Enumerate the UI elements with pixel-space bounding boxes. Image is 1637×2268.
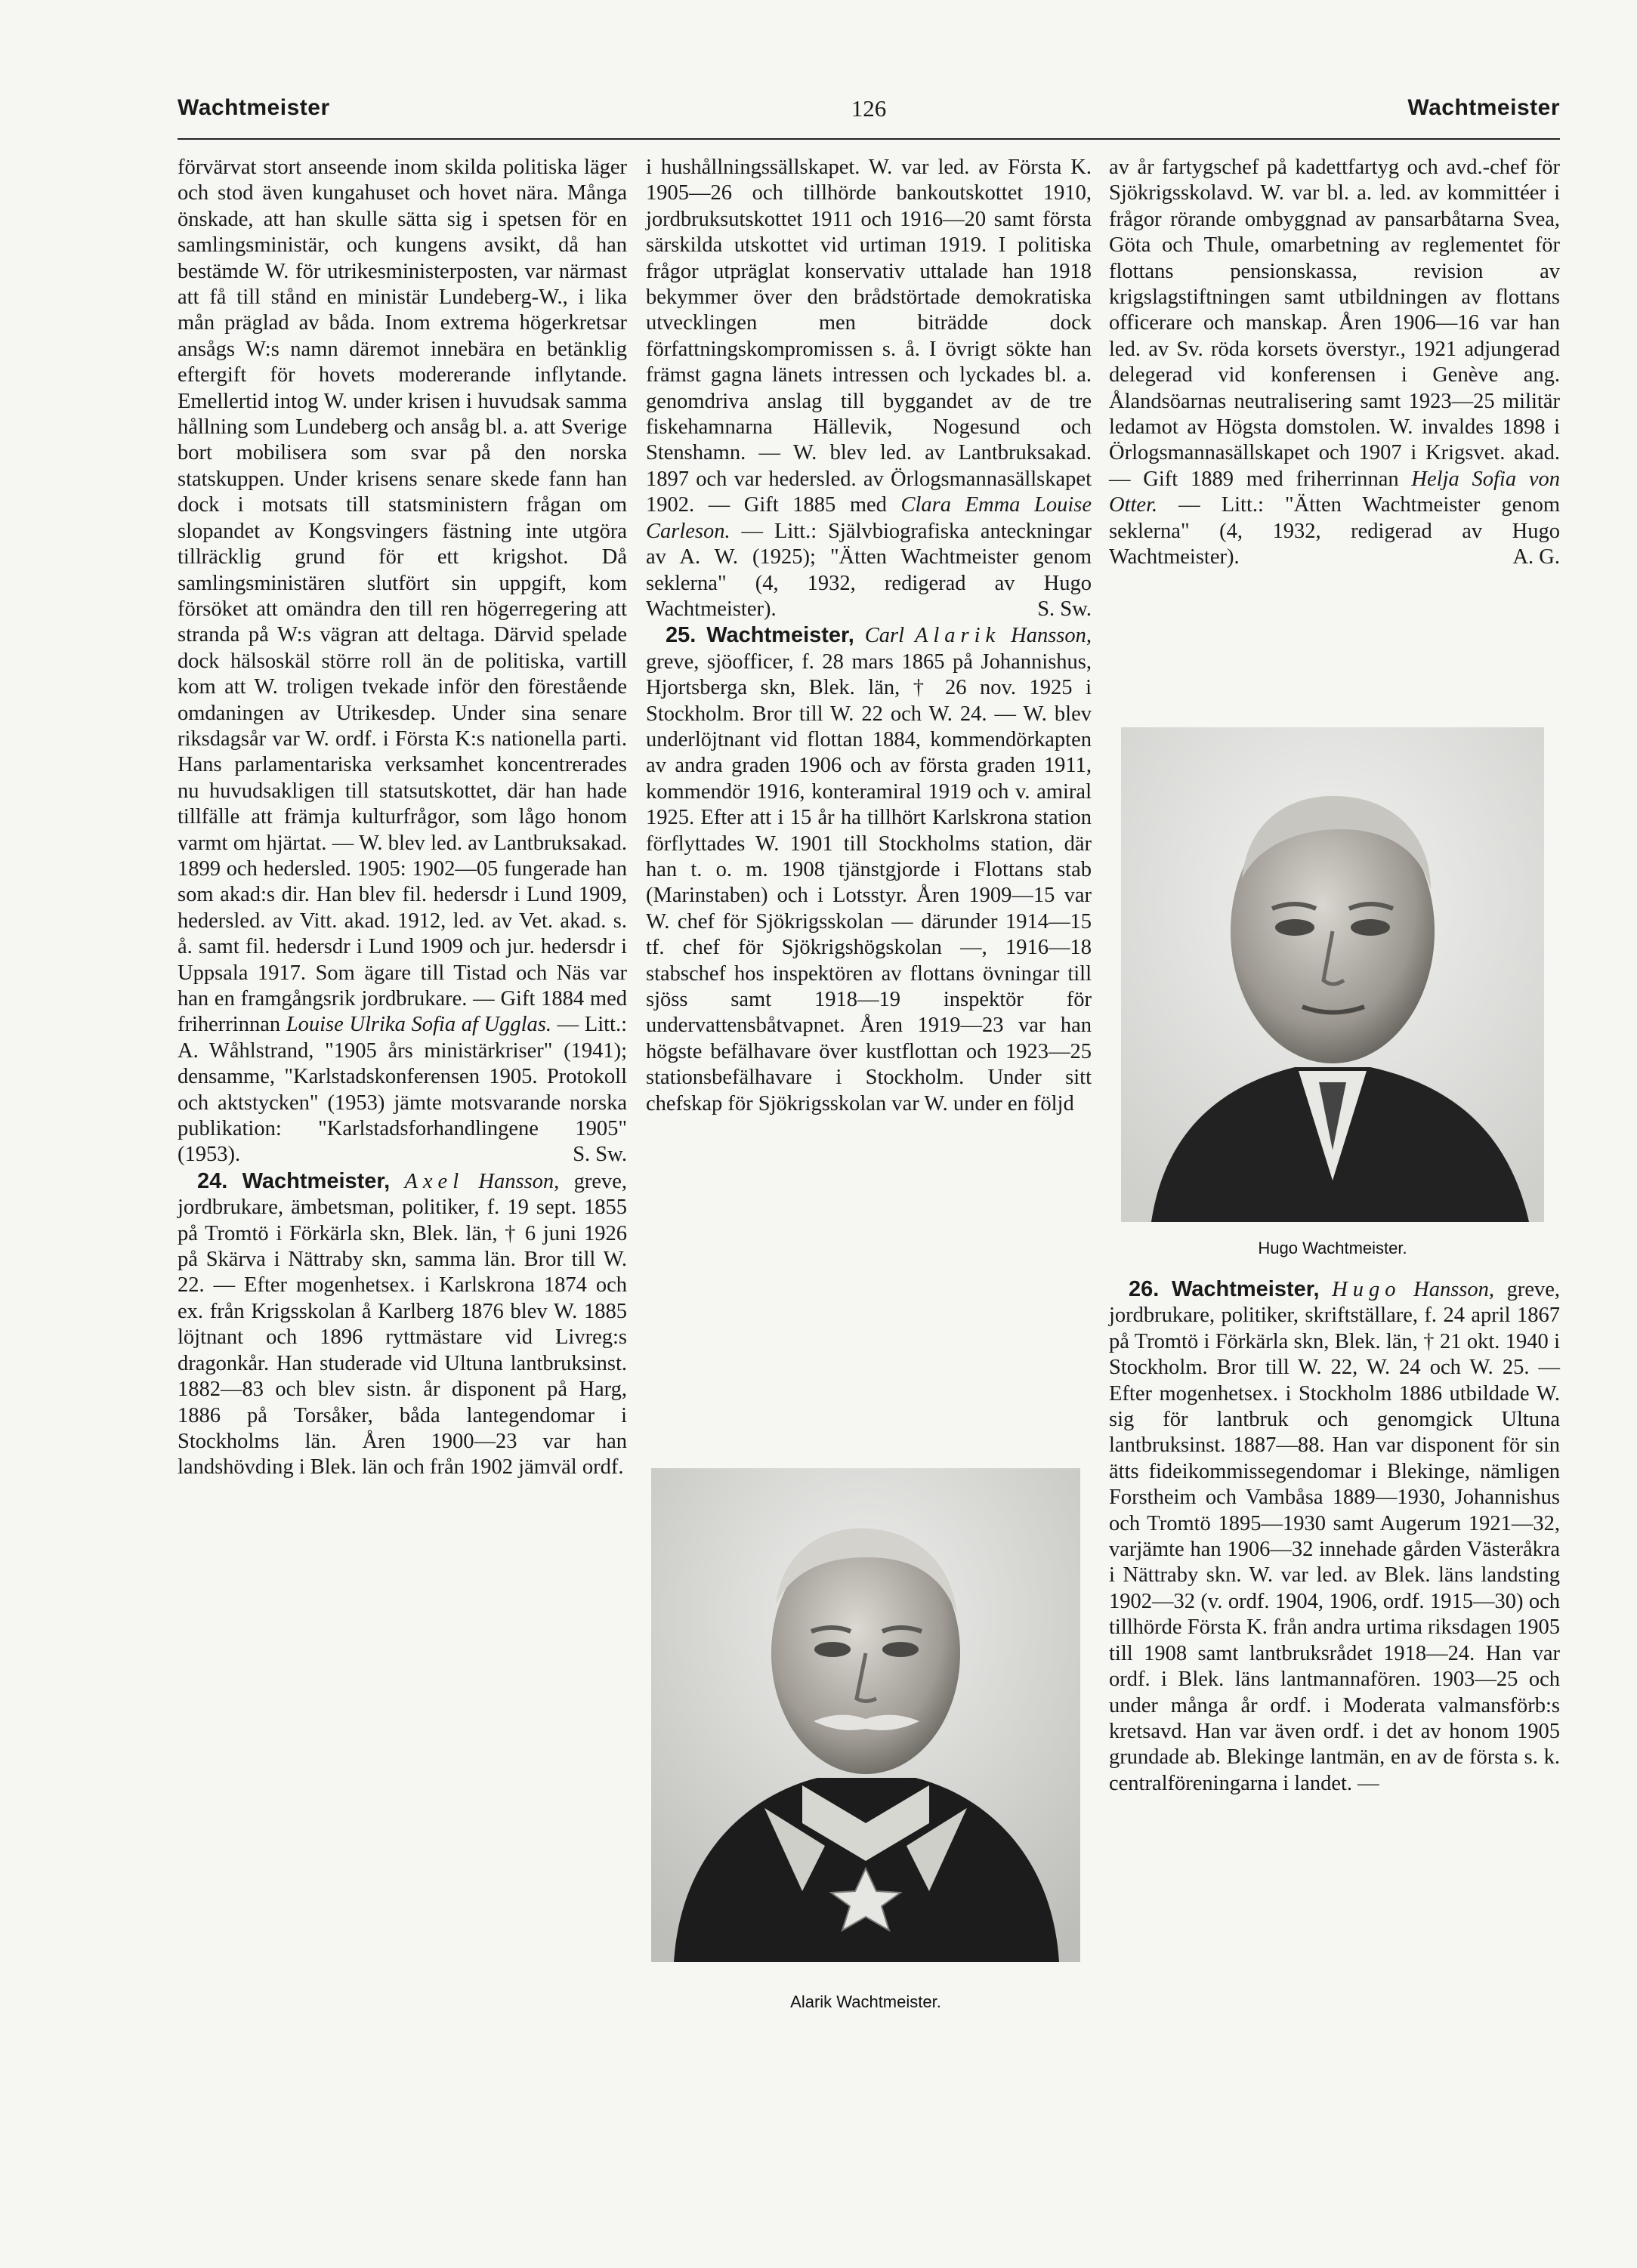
caption-hugo: Hugo Wachtmeister. (1258, 1239, 1407, 1257)
portrait-hugo-wachtmeister (1121, 727, 1544, 1222)
running-header (178, 95, 1560, 137)
entry-25 (646, 622, 1092, 1117)
entry-25-given-name: Carl (864, 624, 905, 648)
portrait-alarik-image (651, 1468, 1080, 1962)
caption-alarik: Alarik Wachtmeister. (790, 1992, 941, 2011)
entry-26-patronym: Hansson, (1413, 1278, 1494, 1301)
col2-signature: S. Sw. (1037, 597, 1092, 621)
entry-26-text: greve, jordbrukare, politiker, skriftställare, f. 24 april 1867 på Tromtö i Förkärla skn, Blek. län, † 21 okt. 1940 i Stockholm. Bror till W. 22, W. 24 och W. 25. — Efter mogenhetsex. i Stockholm 1886 utbildade W. sig för lantbruk och genomgick Ultuna lantbruksinst. 1887—88. Han var disponent för sin ätts fideikommissegendomar i Blekinge, nämligen Forstheim och Vambåsa 1889—1930, Johannishus och Tromtö 1895—1930 samt Augerum 1921—32, varjämte han 1906—32 innehade gården Västeråkra i Nättraby skn. W. var led. av Blek. läns landsting 1902—32 (v. ordf. 1904, 1906, ordf. 1915—30) och tillhörde Första K. från andra urtima riksdagen 1905 till 1908 samt lantbruksrådet 1918—24. Han var ordf. i Blek. läns lantmannafören. 1903—25 och under många år ordf. i Moderata valmansförb:s kretsavd. Han var även ordf. i det av honom 1905 grundade ab. Blekinge lantmän, en av de första s. k. centralföreningarna i landet. — (1109, 1278, 1561, 1795)
entry-24-number: 24. (197, 1168, 228, 1193)
entry-25-called-name: Alarik (914, 624, 1001, 648)
entry-25-text: greve, sjöofficer, f. 28 mars 1865 på Johannishus, Hjortsberga skn, Blek. län, † 26 nov. 1925 i Stockholm. Bror till W. 22 och W. 24. — W. blev underlöjtnant vid flottan 1884, kommendörkapten av andra graden 1906 och av första graden 1911, kommendör 1916, konteramiral 1919 och v. amiral 1925. Efter att i 15 år ha tillhört Karlskrona station förflyttades W. 1901 till Stockholms station, där han t. o. m. 1908 tjänstgjorde i Flottans stab (Marinstaben) och i Lotsstyr. Åren 1909—15 var W. chef för Sjökrigsskolan — därunder 1914—15 tf. chef för Sjökrigshögskolan —, 1916—18 stabschef hos inspektören av flottans övningar till sjöss samt 1918—19 inspektör för undervattensbåtvapnet. Åren 1919—23 var han högste befälhavare över kustflottan och 1923—25 stationsbefälhavare i Stockholm. Under sitt chefskap för Sjökrigsskolan var W. under en följd (646, 650, 1092, 1115)
entry-26-given-name: Hugo (1332, 1278, 1401, 1301)
entry-24 (178, 1168, 627, 1481)
header-right-name: Wachtmeister (1407, 95, 1560, 120)
col2-paragraph (646, 155, 1092, 622)
entry-26 (1109, 1276, 1560, 1797)
entry-26-surname: Wachtmeister, (1171, 1277, 1320, 1301)
column-1 (178, 155, 627, 2058)
col2-text: i hushållningssällskapet. W. var led. av Första K. 1905—26 och tillhörde bankoutskottet 1910, jordbruksutskottet 1911 och 1916—20 samt första särskilda utskottet vid urtiman 1919. I politiska frågor utpräglat konservativ uttalade han 1918 bekymmer över den brådstörtade demokratiska utvecklingen men biträdde dock författningskompromissen s. å. I övrigt sökte han främst gagna länets intressen och lyckades bl. a. genomdriva anslag till byggandet av de tre fiskehamnarna Hällevik, Nogesund och Stenshamn. — W. blev led. av Lantbruksakad. 1897 och var hedersled. av Örlogsmannasällskapet 1902. — Gift 1885 med (646, 156, 1092, 517)
entry-25-patronym: Hansson, (1011, 624, 1092, 648)
entry-25-number: 25. (666, 623, 696, 648)
col3-signature: A. G. (1512, 545, 1560, 569)
col1-literature: — Litt.: A. Wåhlstrand, "1905 års ministärkriser" (1941); densamme, "Karlstadskonferensen 1905. Protokoll och aktstycken" (1953) jämte motsvarande norska publikation: "Karlstadsforhandlingene 1905" (1953). (178, 1013, 628, 1167)
col1-paragraph (178, 155, 627, 1168)
header-rule (178, 138, 1560, 140)
col3-text: av år fartygschef på kadettfartyg och avd.-chef för Sjökrigsskolavd. W. var bl. a. led. av kommittéer i frågor rörande ombyggnad av pansarbåtarna Svea, Göta och Thule, omarbetning av reglementet för flottans pensionskassa, revision av krigslagstiftningen samt utbildningen av flottans officerare och manskap. Åren 1906—16 var han led. av Sv. röda korsets överstyr., 1921 adjungerad delegerad vid konferensen i Genève ang. Ålandsöarnas neutralisering samt 1923—25 militär ledamot av Högsta domstolen. W. invaldes 1898 i Örlogsmannasällskapet och 1907 i Krigsvet. akad. — Gift 1889 med friherrinnan (1109, 156, 1560, 491)
column-3-bottom (1109, 1276, 1560, 2062)
col1-wife-name: Louise Ulrika Sofia af Ugglas. (286, 1013, 551, 1037)
col3-paragraph (1109, 155, 1560, 571)
page-number: 126 (851, 95, 887, 122)
entry-26-number: 26. (1129, 1277, 1160, 1301)
col2-wife-name: Clara Emma Louise Carleson. (646, 493, 1092, 543)
column-2 (646, 155, 1092, 1424)
col2-literature: — Litt.: Självbiografiska anteckningar av A. W. (1925); "Ätten Wachtmeister genom seklerna" (4, 1932, redigerad av Hugo Wachtmeister). (646, 519, 1092, 621)
entry-24-text: greve, jordbrukare, ämbetsman, politiker, f. 19 sept. 1855 på Tromtö i Förkärla skn, Blek. län, † 6 juni 1926 på Skärva i Nättraby skn, samma län. Bror till W. 22. — Efter mogenhetsex. i Karlskrona 1874 och ex. från Krigsskolan å Karlberg 1876 blev W. 1885 löjtnant och 1896 ryttmästare vid Livreg:s dragonkår. Han studerade vid Ultuna lantbruksinst. 1882—83 och blev sistn. år disponent på Harg, 1886 på Torsåker, båda lantegendomar i Stockholms län. Åren 1900—23 var han landshövding i Blek. län och från 1902 jämväl ordf. (178, 1169, 628, 1480)
col3-wife-name: Helja Sofia von Otter. (1109, 467, 1560, 517)
column-3-top (1109, 155, 1560, 569)
entry-24-given-name: Axel (404, 1169, 465, 1193)
col3-literature: — Litt.: "Ätten Wachtmeister genom seklerna" (4, 1932, redigerad av Hugo Wachtmeister). (1109, 493, 1560, 569)
entry-24-surname: Wachtmeister, (242, 1168, 391, 1193)
col1-signature: S. Sw. (573, 1143, 627, 1167)
entry-24-patronym: Hansson, (478, 1169, 560, 1193)
entry-25-surname: Wachtmeister, (706, 623, 854, 648)
col1-text: förvärvat stort anseende inom skilda politiska läger och stod även kungahuset och hovet nära. Många önskade, att han skulle sätta sig i spetsen för en samlingsministär, och kungens avsikt, då han bestämde W. för utrikesministerposten, var närmast att få till stånd en ministär Lundeberg-W., i lika mån präglad av båda. Inom extrema högerkretsar ansågs W:s namn däremot innebära en betänklig eftergift för hovets modererande inflytande. Emellertid intog W. under krisen i huvudsak samma hållning som Lundeberg och ansåg bl. a. att Sverige bort mobilisera som svar på den norska statskuppen. Under krisens senare skede fann han dock i motsats till statsministern frågan om slopandet av Kongsvingers fästning inte utgöra tillräcklig grund för ett krigshot. Då samlingsministären slutfört sin uppgift, kom försöket att omändra den till ren högerregering att stranda på W:s vägran att deltaga. Därvid spelade dock hälsoskäl större roll än de politiska, vartill kom att W. troligen tvekade inför den förestående omdaningen av Utrikesdep. Under sina senare riksdagsår var W. ordf. i Första K:s nationella parti. Hans parlamentariska verksamhet koncentrerades nu huvudsakligen till statsutskottet, där han hade tillfälle att främja kulturfrågor, som lågo honom varmt om hjärtat. — W. blev led. av Lantbruksakad. 1899 och hedersled. 1905: 1902—05 fungerade han som akad:s dir. Han blev fil. hedersdr i Lund 1909, hedersled. av Vitt. akad. 1912, led. av Vet. akad. s. å. samt fil. hedersdr i Lund 1909 och jur. hedersdr i Uppsala 1917. Som ägare till Tistad och Näs var han en framgångsrik jordbrukare. — Gift 1884 med friherrinnan (178, 156, 627, 1037)
portrait-hugo-image (1121, 727, 1544, 1222)
header-left-name: Wachtmeister (178, 95, 330, 120)
portrait-alarik-wachtmeister (651, 1468, 1080, 1962)
